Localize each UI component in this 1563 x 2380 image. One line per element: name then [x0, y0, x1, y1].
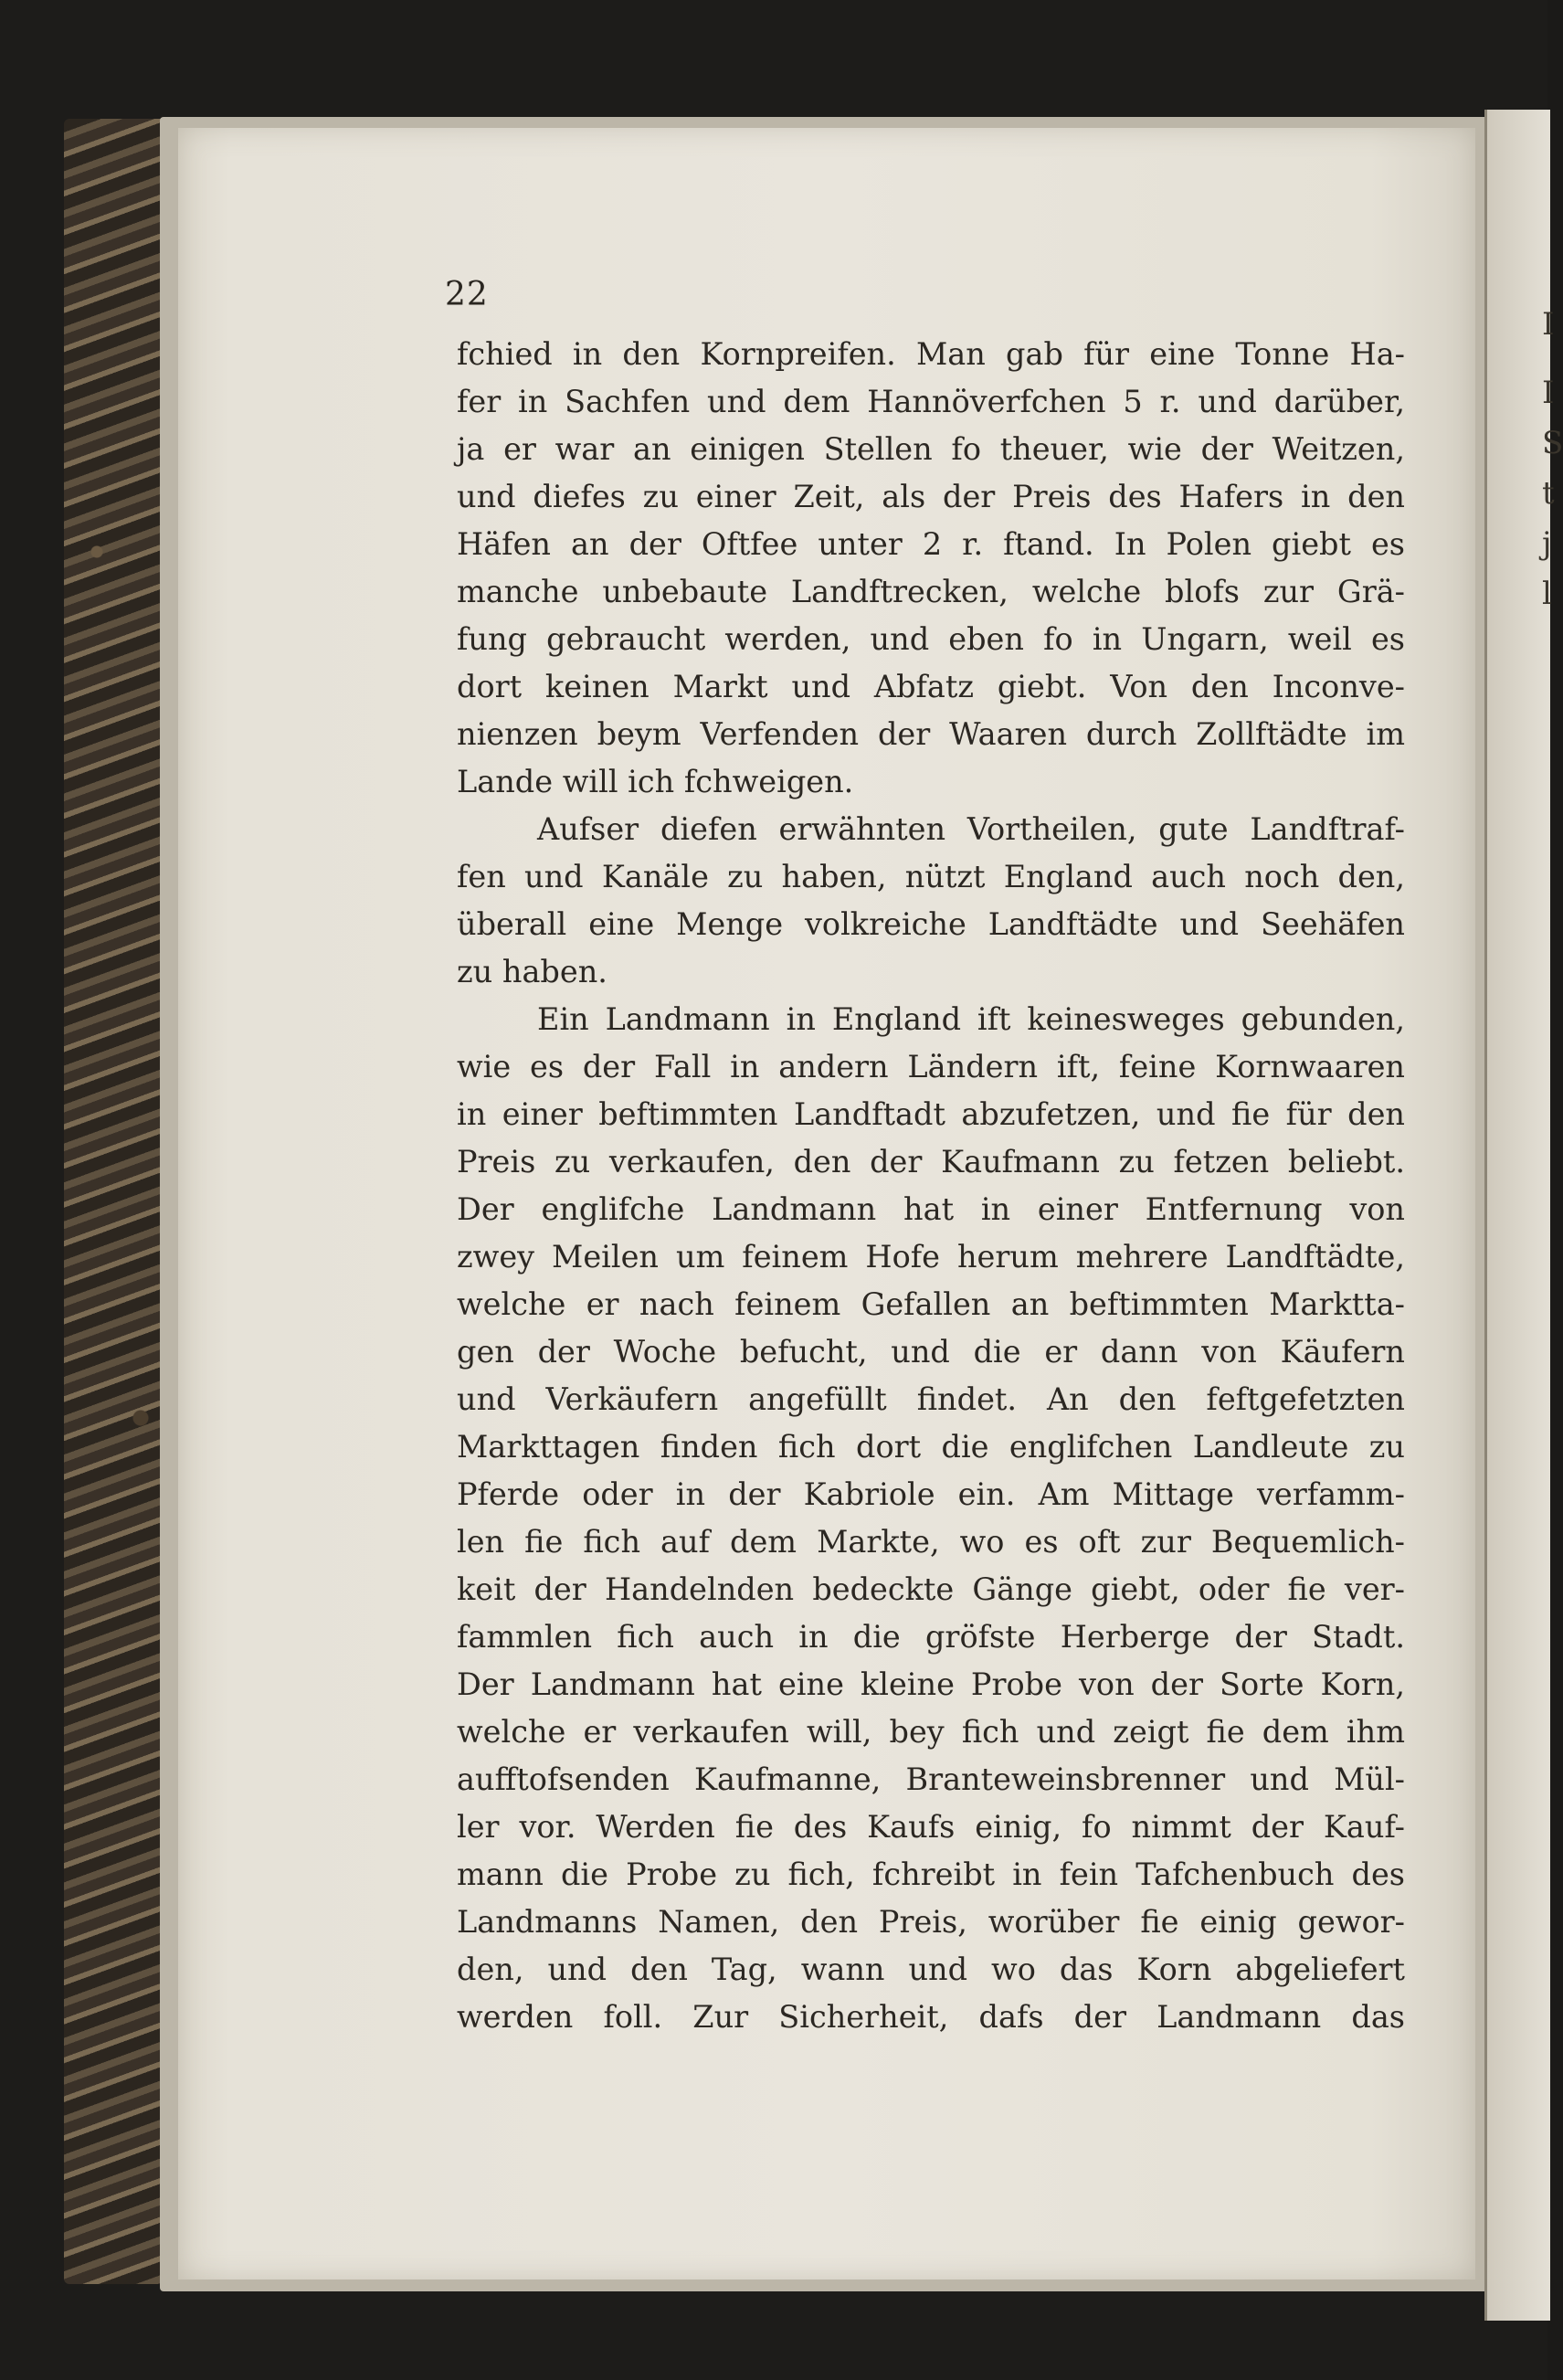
- text-line: Lande will ich fchweigen.: [457, 764, 854, 799]
- text-line: welche er nach feinem Gefallen an beftimmten Marktta-: [457, 1286, 1405, 1322]
- text-line: Ein Landmann in England ift keinesweges gebunden,: [537, 1001, 1405, 1037]
- text-line: ler vor. Werden fie des Kaufs einig, fo nimmt der Kauf-: [457, 1809, 1405, 1845]
- text-line: überall eine Menge volkreiche Landftädte und Seehäfen: [457, 906, 1405, 942]
- text-line: fammlen fich auch in die gröfste Herberge der Stadt.: [457, 1619, 1405, 1655]
- text-line: wie es der Fall in andern Ländern ift, feine Kornwaaren: [457, 1049, 1405, 1084]
- text-line: ja er war an einigen Stellen fo theuer, wie der Weitzen,: [457, 431, 1405, 467]
- marbled-cover: [64, 119, 174, 2284]
- text-line: zu haben.: [457, 954, 607, 989]
- body-text: [457, 331, 1405, 2041]
- text-line: den, und den Tag, wann und wo das Korn abgeliefert: [457, 1952, 1405, 1987]
- text-line: werden foll. Zur Sicherheit, dafs der Landmann das: [457, 1999, 1405, 2035]
- text-line: nienzen beym Verfenden der Waaren durch Zollftädte im: [457, 716, 1405, 752]
- next-page-glyph: t: [1542, 475, 1555, 512]
- page-number: 22: [445, 276, 489, 313]
- text-line: fung gebraucht werden, und eben fo in Ungarn, weil es: [457, 621, 1405, 657]
- text-line: aufftofsenden Kaufmanne, Branteweinsbrenner und Mül-: [457, 1761, 1405, 1797]
- text-line: Landmanns Namen, den Preis, worüber fie einig gewor-: [457, 1904, 1405, 1940]
- text-line: keit der Handelnden bedeckte Gänge giebt, oder fie ver-: [457, 1571, 1405, 1607]
- next-page-glyph: j: [1542, 525, 1552, 562]
- text-line: Preis zu verkaufen, den der Kaufmann zu fetzen beliebt.: [457, 1144, 1405, 1179]
- next-page-glyph: I: [1542, 375, 1555, 411]
- next-page-glyph: l: [1542, 576, 1552, 612]
- text-line: manche unbebaute Landftrecken, welche blofs zur Grä-: [457, 574, 1405, 609]
- text-line: Pferde oder in der Kabriole ein. Am Mittage verfamm-: [457, 1476, 1405, 1512]
- text-line: Aufser diefen erwähnten Vortheilen, gute Landftraf-: [537, 811, 1405, 847]
- text-line: Der englifche Landmann hat in einer Entfernung von: [457, 1191, 1405, 1227]
- text-line: Häfen an der Oftfee unter 2 r. ftand. In Polen giebt es: [457, 526, 1405, 562]
- text-line: fen und Kanäle zu haben, nützt England auch noch den,: [457, 859, 1405, 894]
- text-line: dort keinen Markt und Abfatz giebt. Von den Inconve-: [457, 669, 1405, 704]
- text-line: in einer beftimmten Landftadt abzufetzen, und fie für den: [457, 1096, 1405, 1132]
- text-line: Markttagen finden fich dort die englifchen Landleute zu: [457, 1429, 1405, 1465]
- text-line: Der Landmann hat eine kleine Probe von der Sorte Korn,: [457, 1666, 1405, 1702]
- text-line: fchied in den Kornpreifen. Man gab für eine Tonne Ha-: [457, 336, 1405, 372]
- text-line: len fie fich auf dem Markte, wo es oft zur Bequemlich-: [457, 1524, 1405, 1560]
- text-line: zwey Meilen um feinem Hofe herum mehrere Landftädte,: [457, 1239, 1405, 1275]
- next-page-glyph: S: [1542, 425, 1563, 461]
- text-line: gen der Woche befucht, und die er dann von Käufern: [457, 1334, 1405, 1370]
- text-line: und diefes zu einer Zeit, als der Preis des Hafers in den: [457, 479, 1405, 514]
- next-page-glyph: I: [1542, 306, 1555, 343]
- text-line: und Verkäufern angefüllt findet. An den feftgefetzten: [457, 1381, 1405, 1417]
- next-page-sliver: [1484, 110, 1563, 2321]
- text-line: mann die Probe zu fich, fchreibt in fein Tafchenbuch des: [457, 1856, 1405, 1892]
- text-line: welche er verkaufen will, bey fich und zeigt fie dem ihm: [457, 1714, 1405, 1750]
- text-line: fer in Sachfen und dem Hannöverfchen 5 r. und darüber,: [457, 384, 1405, 419]
